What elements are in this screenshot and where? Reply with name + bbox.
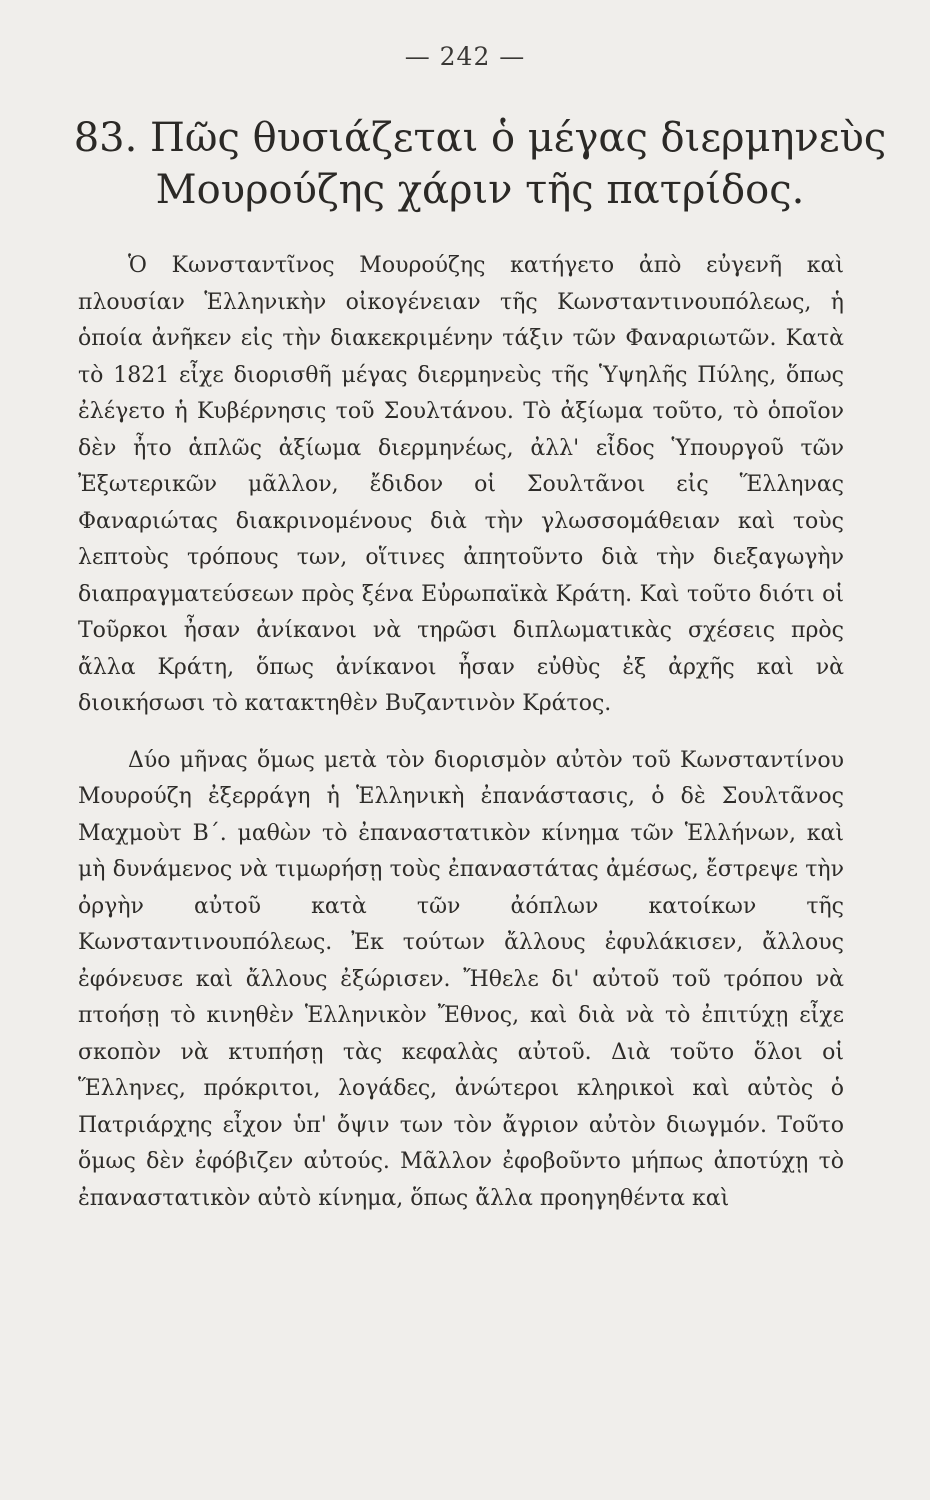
paragraph-2: Δύο μῆνας ὅμως μετὰ τὸν διορισμὸν αὐτὸν τοῦ Κωνσταντίνου Μουρούζη ἐξερράγη ἡ Ἑλληνικὴ ἐπανάστασις, ὁ δὲ Σουλτᾶνος Μαχμοὺτ Β΄. μαθὼν τὸ ἐπαναστατικὸν κίνημα τῶν Ἑλλήνων, καὶ μὴ δυνάμενος νὰ τιμωρήσῃ τοὺς ἐπαναστάτας ἀμέσως, ἔστρεψε τὴν ὀργὴν αὐτοῦ κατὰ τῶν ἀόπλων κατοίκων τῆς Κωνσταντινουπόλεως. Ἐκ τούτων ἄλλους ἐφυλάκισεν, ἄλλους ἐφόνευσε καὶ ἄλλους ἐξώρισεν. Ἤθελε δι' αὐτοῦ τοῦ τρόπου νὰ πτοήσῃ τὸ κινηθὲν Ἑλληνικὸν Ἔθνος, καὶ διὰ νὰ τὸ ἐπιτύχῃ εἶχε σκοπὸν νὰ κτυπήσῃ τὰς κεφαλὰς αὐτοῦ. Διὰ τοῦτο ὅλοι οἱ Ἕλληνες, πρόκριτοι, λογάδες, ἀνώτεροι κληρικοὶ καὶ αὐτὸς ὁ Πατριάρχης εἶχον ὑπ' ὄψιν των τὸν ἄγριον αὐτὸν διωγμόν. Τοῦτο ὅμως δὲν ἐφόβιζεν αὐτούς. Μᾶλλον ἐφοβοῦντο μήπως ἀποτύχῃ τὸ ἐπαναστατικὸν αὐτὸ κίνημα, ὅπως ἄλλα προηγηθέντα καὶ — [78, 747, 844, 1211]
paragraph-1: Ὁ Κωνσταντῖνος Μουρούζης κατήγετο ἀπὸ εὐγενῆ καὶ πλουσίαν Ἑλληνικὴν οἰκογένειαν τῆς Κωνσταντινουπόλεως, ἡ ὁποία ἀνῆκεν εἰς τὴν διακεκριμένην τάξιν τῶν Φαναριωτῶν. Κατὰ τὸ 1821 εἶχε διορισθῆ μέγας διερμηνεὺς τῆς Ὑψηλῆς Πύλης, ὅπως ἐλέγετο ἡ Κυβέρνησις τοῦ Σουλτάνου. Τὸ ἀξίωμα τοῦτο, τὸ ὁποῖον δὲν ἦτο ἁπλῶς ἀξίωμα διερμηνέως, ἀλλ' εἶδος Ὑπουργοῦ τῶν Ἐξωτερικῶν μᾶλλον, ἔδιδον οἱ Σουλτᾶνοι εἰς Ἕλληνας Φαναριώτας διακρινομένους διὰ τὴν γλωσσομάθειαν καὶ τοὺς λεπτοὺς τρόπους των, οἵτινες ἀπητοῦντο διὰ τὴν διεξαγωγὴν διαπραγματεύσεων πρὸς ξένα Εὐρωπαϊκὰ Κράτη. Καὶ τοῦτο διότι οἱ Τοῦρκοι ἦσαν ἀνίκανοι νὰ τηρῶσι διπλωματικὰς σχέσεις πρὸς ἄλλα Κράτη, ὅπως ἀνίκανοι ἦσαν εὐθὺς ἐξ ἀρχῆς καὶ νὰ διοικήσωσι τὸ κατακτηθὲν Βυζαντινὸν Κράτος. — [78, 253, 844, 716]
page-number: — 242 — — [404, 42, 526, 71]
chapter-title: 83. Πῶς θυσιάζεται ὁ μέγας διερμηνεὺς Μουρούζης χάριν τῆς πατρίδος. — [73, 115, 887, 213]
page-body — [78, 248, 844, 1217]
